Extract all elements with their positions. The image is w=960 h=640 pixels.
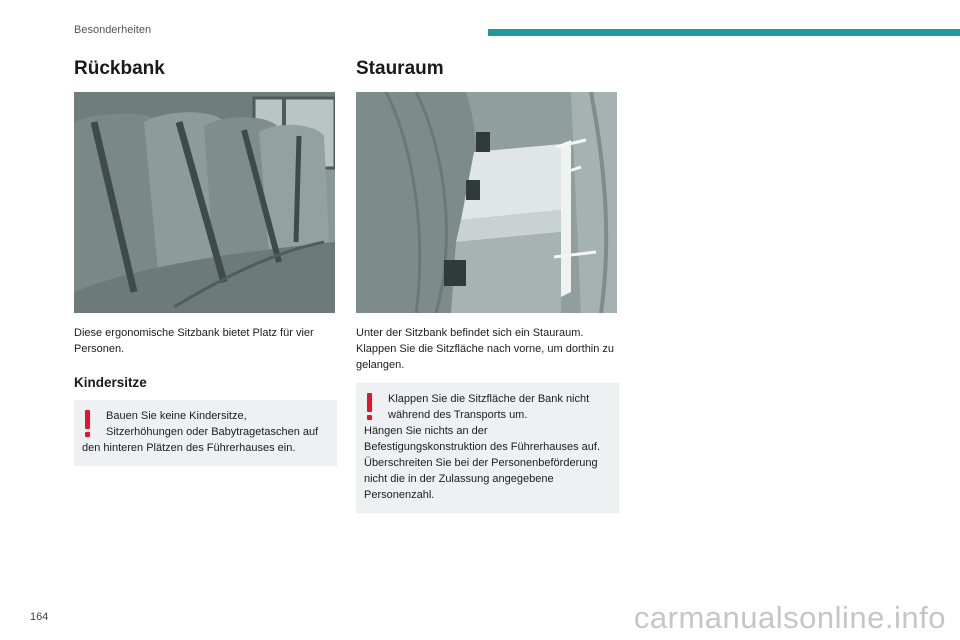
warning-line: den hinteren Plätzen des Führerhauses ein. xyxy=(82,442,296,454)
storage-section xyxy=(356,58,619,513)
header-accent-bar xyxy=(488,29,960,36)
child-seats-warning xyxy=(74,400,337,466)
storage-title: Stauraum xyxy=(356,58,444,79)
child-seats-heading: Kindersitze xyxy=(74,375,147,390)
rear-bench-section xyxy=(74,58,337,466)
rear-bench-title: Rückbank xyxy=(74,58,165,79)
page-number: 164 xyxy=(30,611,49,623)
storage-photo xyxy=(356,92,617,313)
warning-exclamation-icon xyxy=(82,410,94,440)
warning-line: Überschreiten Sie bei der Personenbeförderung nicht die in der Zulassung angegebene Personenzahl. xyxy=(364,457,598,501)
rear-bench-photo xyxy=(74,92,335,313)
watermark: carmanualsonline.info xyxy=(633,600,946,635)
storage-text: Unter der Sitzbank befindet sich ein Stauraum. Klappen Sie die Sitzfläche nach vorne, um dorthin zu gelangen. xyxy=(356,327,615,371)
warning-line: Hängen Sie nichts an der Befestigungskonstruktion des Führerhauses auf. xyxy=(364,425,601,453)
warning-line: Sitzerhöhungen oder Babytragetaschen auf xyxy=(106,426,319,438)
warning-line: während des Transports um. xyxy=(388,409,528,421)
storage-warning xyxy=(356,383,619,513)
rear-bench-text: Diese ergonomische Sitzbank bietet Platz für vier Personen. xyxy=(74,327,314,355)
section-label: Besonderheiten xyxy=(74,24,152,36)
warning-exclamation-icon xyxy=(364,393,376,423)
warning-line: Bauen Sie keine Kindersitze, xyxy=(106,410,247,422)
warning-line: Klappen Sie die Sitzfläche der Bank nicht xyxy=(388,393,590,405)
